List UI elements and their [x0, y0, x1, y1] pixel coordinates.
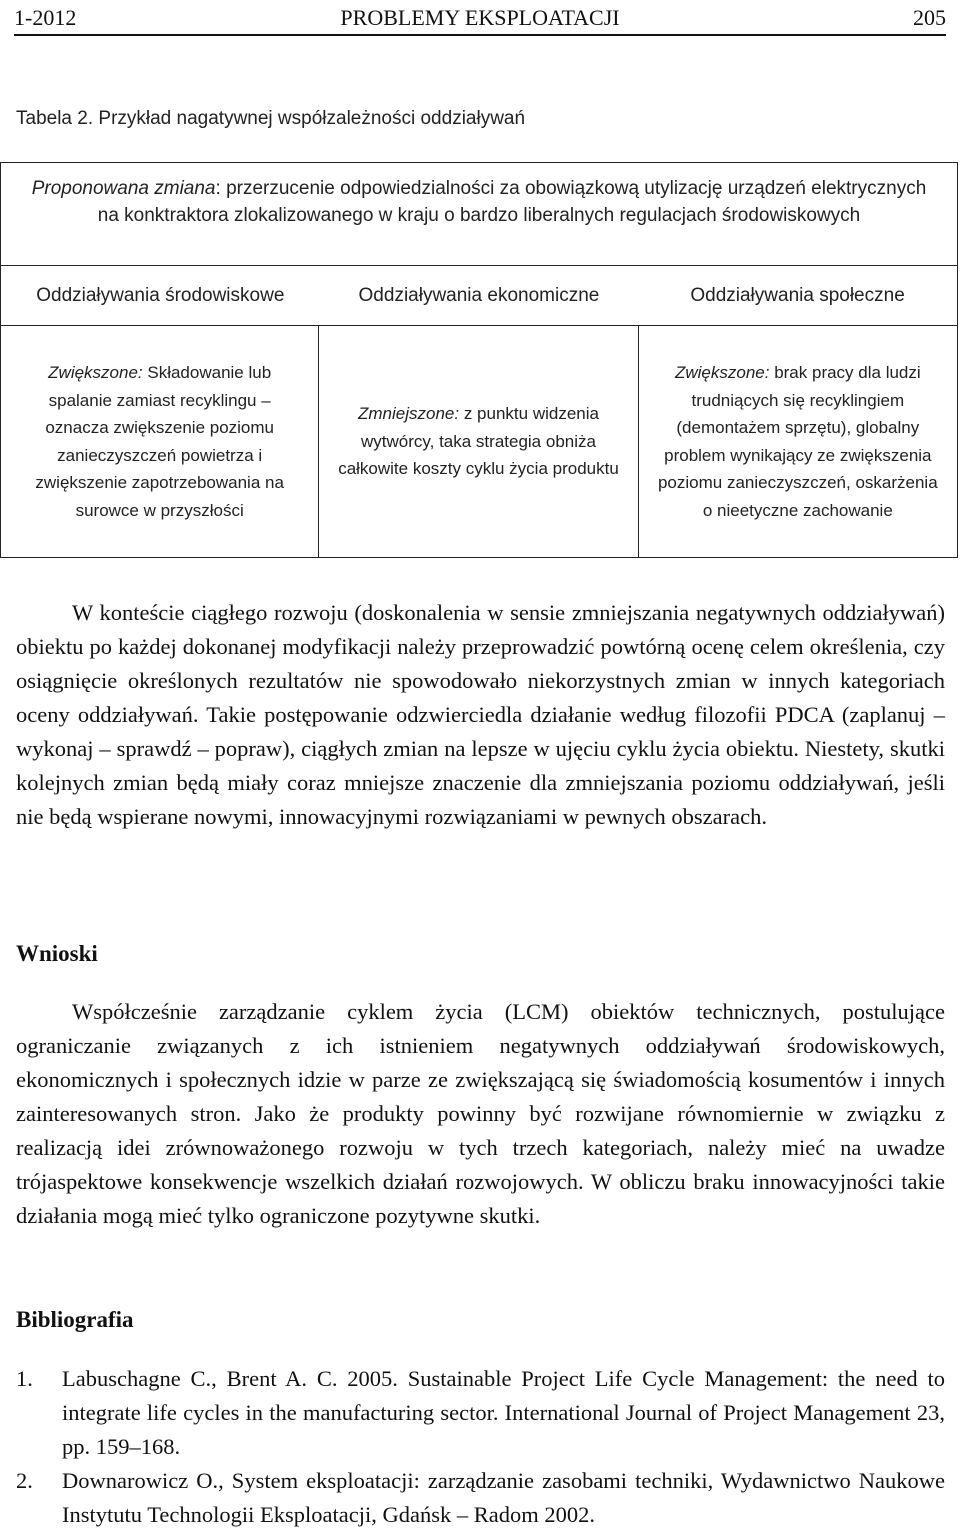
cell-text: brak pracy dla ludzi trudniących się recyklingiem (demontażem sprzętu), globalny problem wynikający ze zwiększenia poziomu zanieczyszczeń, oskarżenia o nieetyczne zachowanie	[657, 363, 938, 520]
cell-social	[639, 325, 958, 558]
proposal-text: : przerzucenie odpowiedzialności za obowiązkową utylizację urządzeń elektrycznych na konktraktora zlokalizowanego w kraju o bardzo liberalnych regulacjach środowiskowych	[97, 178, 927, 226]
bibliography-heading: Bibliografia	[16, 1307, 134, 1332]
issue-number: 1-2012	[14, 5, 77, 30]
cell-environmental	[0, 325, 319, 558]
column-header-economic: Oddziaływania ekonomiczne	[358, 284, 600, 306]
column-header-social: Oddziaływania społeczne	[690, 284, 905, 306]
table-body-row	[0, 325, 958, 558]
paragraph-text: W konteście ciągłego rozwoju (doskonalenia w sensie zmniejszania negatywnych oddziaływań) obiektu po każdej dokonanej modyfikacji należy przeprowadzić powtórną ocenę celem określenia, czy osiągnięcie określonych rezultatów nie spowodowało niekorzystnych zmian w innych kategoriach oceny oddziaływań. Takie postępowanie odzwierciedla działanie według filozofii PDCA (zaplanuj – wykonaj – sprawdź – popraw), ciągłych zmian na lepsze w ujęciu cyklu życia obiektu. Niestety, skutki kolejnych zmian będą miały coraz mniejsze znaczenie dla zmniejszania poziomu oddziaływań, jeśli nie będą wspierane nowymi, innowacyjnymi rozwiązaniami w pewnych obszarach.	[16, 600, 945, 829]
page-number: 205	[913, 5, 946, 30]
conclusions-heading: Wnioski	[16, 941, 98, 966]
item-number: 2.	[16, 1468, 33, 1493]
journal-title: PROBLEMY EKSPLOATACJI	[340, 5, 620, 30]
table-header-row	[0, 266, 958, 326]
bibliography-list	[16, 1362, 945, 1532]
bibliography-item	[16, 1464, 945, 1532]
item-number: 1.	[16, 1366, 33, 1391]
conclusions-paragraph	[16, 995, 945, 1233]
cell-label: Zmniejszone:	[358, 404, 460, 424]
cell-text: z punktu widzenia wytwórcy, taka strategia obniża całkowite koszty cyklu życia produktu	[338, 404, 619, 479]
proposal-label: Proponowana zmiana	[31, 178, 216, 199]
table-caption: Tabela 2. Przykład nagatywnej współzależności oddziaływań	[16, 108, 526, 129]
impact-table	[0, 162, 960, 558]
item-text: Downarowicz O., System eksploatacji: zarządzanie zasobami techniki, Wydawnictwo Naukowe Instytutu Technologii Eksploatacji, Gdańsk – Radom 2002.	[62, 1468, 945, 1527]
cell-text: Składowanie lub spalanie zamiast recyklingu – oznacza zwiększenie poziomu zanieczyszczeń powietrza i zwiększenie zapotrzebowania na surowce w przyszłości	[35, 363, 284, 520]
cell-economic	[319, 325, 638, 558]
bibliography-item	[16, 1362, 945, 1464]
column-header-environmental: Oddziaływania środowiskowe	[36, 284, 285, 306]
paragraph-text: Współcześnie zarządzanie cyklem życia (LCM) obiektów technicznych, postulujące ograniczanie związanych z ich istnieniem negatywnych oddziaływań środowiskowych, ekonomicznych i społecznych idzie w parze ze zwiększającą się świadomością kosumentów i innych zainteresowanych stron. Jako że produkty powinny być rozwijane równomiernie w związku z realizacją idei zrównoważonego rozwoju w tych trzech kategoriach, należy mieć na uwadze trójaspektowe konsekwencje wszelkich działań rozwojowych. W obliczu braku innowacyjności takie działania mogą mieć tylko ograniczone pozytywne skutki.	[16, 999, 945, 1228]
cell-label: Zwiększone:	[48, 363, 143, 382]
page-header	[14, 2, 946, 36]
proposal-row	[0, 162, 958, 266]
body-paragraph	[16, 596, 945, 834]
item-text: Labuschagne C., Brent A. C. 2005. Sustainable Project Life Cycle Management: the need to integrate life cycles in the manufacturing sector. International Journal of Project Management 23, pp. 159–168.	[62, 1366, 945, 1459]
cell-label: Zwiększone:	[674, 363, 770, 382]
